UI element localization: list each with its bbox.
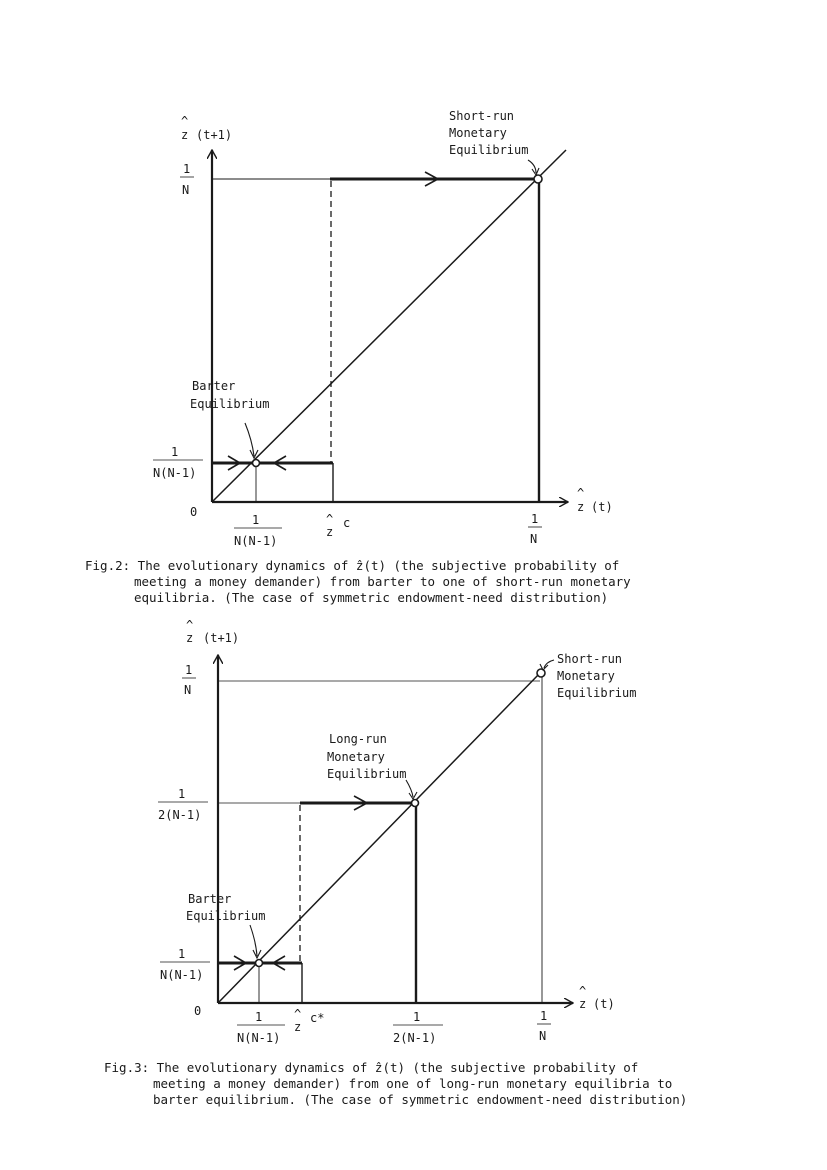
fig2-zc-z: z	[326, 525, 334, 539]
fig3-caption-line-2: meeting a money demander) from one of long-run monetary equilibria to	[153, 1076, 673, 1091]
fig2-caption-line-2: meeting a money demander) from barter to one of short-run monetary	[134, 574, 631, 589]
fig3-short-run-label-2: Monetary	[557, 669, 615, 683]
fig2-x-1n-den: N	[530, 532, 538, 546]
fig2-zc-hat: ^	[326, 512, 334, 526]
fig2-y-1n-den: N	[182, 183, 190, 197]
fig3-y-long-den: 2(N-1)	[158, 808, 202, 822]
fig3-y-long-num: 1	[178, 787, 186, 801]
fig3-caption-line-1: Fig.3: The evolutionary dynamics of ẑ(t) (the subjective probability of	[104, 1060, 639, 1075]
fig2-y-z: z	[181, 128, 189, 142]
fig3-y-axis-label: (t+1)	[203, 631, 240, 645]
fig2-x-hat: ^	[577, 486, 585, 500]
fig3-long-run-equilibrium-point	[412, 800, 419, 807]
fig3-x-long-num: 1	[413, 1010, 421, 1024]
fig2-x-barter-den: N(N-1)	[234, 534, 278, 548]
fig3-zc-hat: ^	[294, 1007, 302, 1021]
fig3-long-run-label-3: Equilibrium	[327, 767, 407, 781]
fig2-barter-label-2: Equilibrium	[190, 397, 270, 411]
fig2-x-barter-num: 1	[252, 513, 260, 527]
fig2-y-axis-label: (t+1)	[196, 128, 233, 142]
fig3-barter-label-2: Equilibrium	[186, 909, 266, 923]
fig3-y-barter-num: 1	[178, 947, 186, 961]
fig3-long-run-label-2: Monetary	[327, 750, 385, 764]
fig2-y-barter-den: N(N-1)	[153, 466, 197, 480]
fig2-y-1n-num: 1	[183, 162, 191, 176]
fig3-diagram	[104, 618, 687, 1107]
fig3-y-barter-den: N(N-1)	[160, 968, 204, 982]
fig3-short-run-label-1: Short-run	[557, 652, 623, 666]
fig2-caption-line-3: equilibria. (The case of symmetric endowment-need distribution)	[134, 590, 609, 605]
fig3-y-1n-num: 1	[185, 663, 193, 677]
fig2-barter-label-1: Barter	[192, 379, 236, 393]
fig3-origin: 0	[194, 1004, 202, 1018]
fig3-zc-z: z	[294, 1020, 302, 1034]
fig3-barter-label-1: Barter	[188, 892, 232, 906]
fig2-short-run-equilibrium-point	[534, 175, 542, 183]
fig2-short-run-label-2: Monetary	[449, 126, 507, 140]
fig2-short-run-label-1: Short-run	[449, 109, 515, 123]
fig2-x-1n-num: 1	[531, 512, 539, 526]
fig3-x-long-den: 2(N-1)	[393, 1031, 437, 1045]
fig3-y-1n-den: N	[184, 683, 192, 697]
fig3-y-hat: ^	[186, 618, 194, 632]
fig2-short-run-pointer	[528, 160, 536, 173]
fig3-short-run-label-3: Equilibrium	[557, 686, 637, 700]
fig2-45-degree-line	[212, 150, 566, 502]
fig3-barter-equilibrium-point	[256, 960, 263, 967]
fig2-y-barter-num: 1	[171, 445, 179, 459]
fig2-barter-pointer	[245, 423, 254, 456]
fig3-y-z: z	[186, 631, 194, 645]
fig3-x-barter-den: N(N-1)	[237, 1031, 281, 1045]
fig2-diagram	[85, 109, 631, 605]
fig3-x-1n-num: 1	[540, 1009, 548, 1023]
fig2-x-axis-label: (t)	[591, 500, 613, 514]
fig2-y-hat: ^	[181, 114, 189, 128]
fig3-x-1n-den: N	[539, 1029, 547, 1043]
fig3-zc-label: c*	[310, 1011, 325, 1025]
fig3-x-axis-label: (t)	[593, 997, 615, 1011]
fig3-x-hat: ^	[579, 984, 587, 998]
fig3-long-run-label-1: Long-run	[329, 732, 387, 746]
fig2-barter-equilibrium-point	[253, 460, 260, 467]
fig2-short-run-label-3: Equilibrium	[449, 143, 529, 157]
fig2-caption-line-1: Fig.2: The evolutionary dynamics of ẑ(t) (the subjective probability of	[85, 558, 620, 573]
fig2-x-z: z	[577, 500, 585, 514]
fig2-zc-label: c	[343, 516, 351, 530]
fig3-45-degree-line	[218, 672, 541, 1003]
fig3-caption-line-3: barter equilibrium. (The case of symmetric endowment-need distribution)	[153, 1092, 688, 1107]
fig3-short-run-equilibrium-point	[537, 669, 545, 677]
fig3-x-barter-num: 1	[255, 1010, 263, 1024]
fig3-x-z: z	[579, 997, 587, 1011]
fig2-origin: 0	[190, 505, 198, 519]
